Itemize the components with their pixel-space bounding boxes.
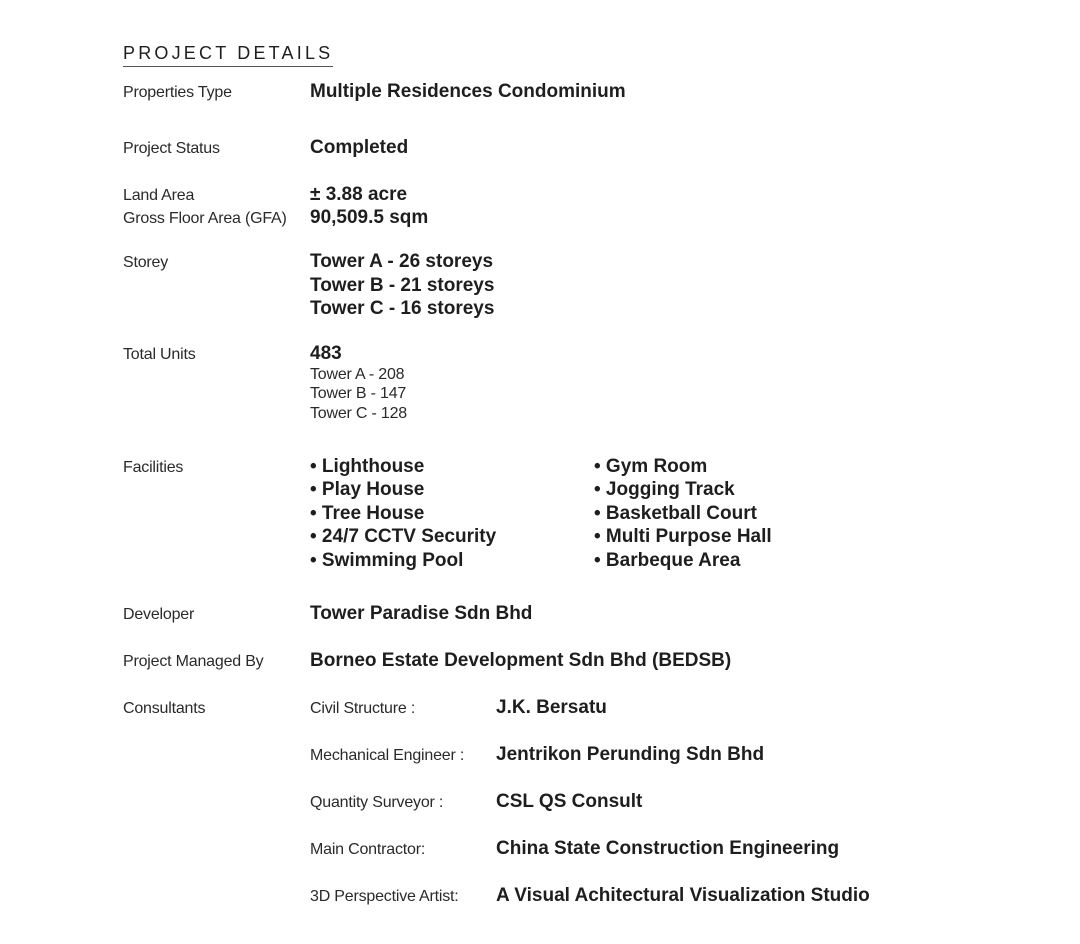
consultant-role: Quantity Surveyor : — [310, 794, 444, 811]
storey-value: Tower C - 16 storeys — [310, 298, 495, 319]
units-breakdown-item: Tower C - 128 — [310, 405, 407, 422]
project-status-label: Project Status — [123, 140, 220, 157]
consultant-name: Jentrikon Perunding Sdn Bhd — [496, 744, 765, 765]
properties-type-label: Properties Type — [123, 84, 232, 101]
consultant-role: Mechanical Engineer : — [310, 747, 465, 764]
storey-label: Storey — [123, 254, 169, 271]
gfa-label: Gross Floor Area (GFA) — [123, 210, 287, 227]
gfa-value: 90,509.5 sqm — [310, 207, 429, 228]
developer-value: Tower Paradise Sdn Bhd — [310, 603, 533, 624]
consultant-role: Civil Structure : — [310, 700, 416, 717]
facility-item: • Multi Purpose Hall — [594, 526, 772, 547]
consultant-name: China State Construction Engineering — [496, 838, 840, 859]
facilities-label: Facilities — [123, 459, 184, 476]
total-units-label: Total Units — [123, 346, 196, 363]
project-status-value: Completed — [310, 137, 409, 158]
units-breakdown-item: Tower A - 208 — [310, 366, 405, 383]
consultant-name: A Visual Achitectural Visualization Studio — [496, 885, 870, 906]
developer-label: Developer — [123, 606, 195, 623]
land-area-value: ± 3.88 acre — [310, 184, 408, 205]
facility-item: • Lighthouse — [310, 456, 425, 477]
storey-value: Tower A - 26 storeys — [310, 251, 494, 272]
facility-item: • Barbeque Area — [594, 550, 741, 571]
facility-item: • Basketball Court — [594, 503, 757, 524]
facility-item: • Jogging Track — [594, 479, 735, 500]
facility-item: • Play House — [310, 479, 425, 500]
units-breakdown-item: Tower B - 147 — [310, 385, 407, 402]
consultant-role: 3D Perspective Artist: — [310, 888, 459, 905]
storey-value: Tower B - 21 storeys — [310, 275, 495, 296]
consultant-role: Main Contractor: — [310, 841, 426, 858]
consultants-label: Consultants — [123, 700, 206, 717]
land-area-label: Land Area — [123, 187, 195, 204]
facility-item: • Tree House — [310, 503, 425, 524]
consultant-name: J.K. Bersatu — [496, 697, 607, 718]
total-units-value: 483 — [310, 343, 342, 364]
facility-item: • Swimming Pool — [310, 550, 464, 571]
page-title: PROJECT DETAILS — [123, 43, 333, 67]
properties-type-value: Multiple Residences Condominium — [310, 81, 626, 102]
facility-item: • 24/7 CCTV Security — [310, 526, 497, 547]
project-managed-by-label: Project Managed By — [123, 653, 264, 670]
consultant-name: CSL QS Consult — [496, 791, 643, 812]
facility-item: • Gym Room — [594, 456, 708, 477]
project-managed-by-value: Borneo Estate Development Sdn Bhd (BEDSB) — [310, 650, 732, 671]
